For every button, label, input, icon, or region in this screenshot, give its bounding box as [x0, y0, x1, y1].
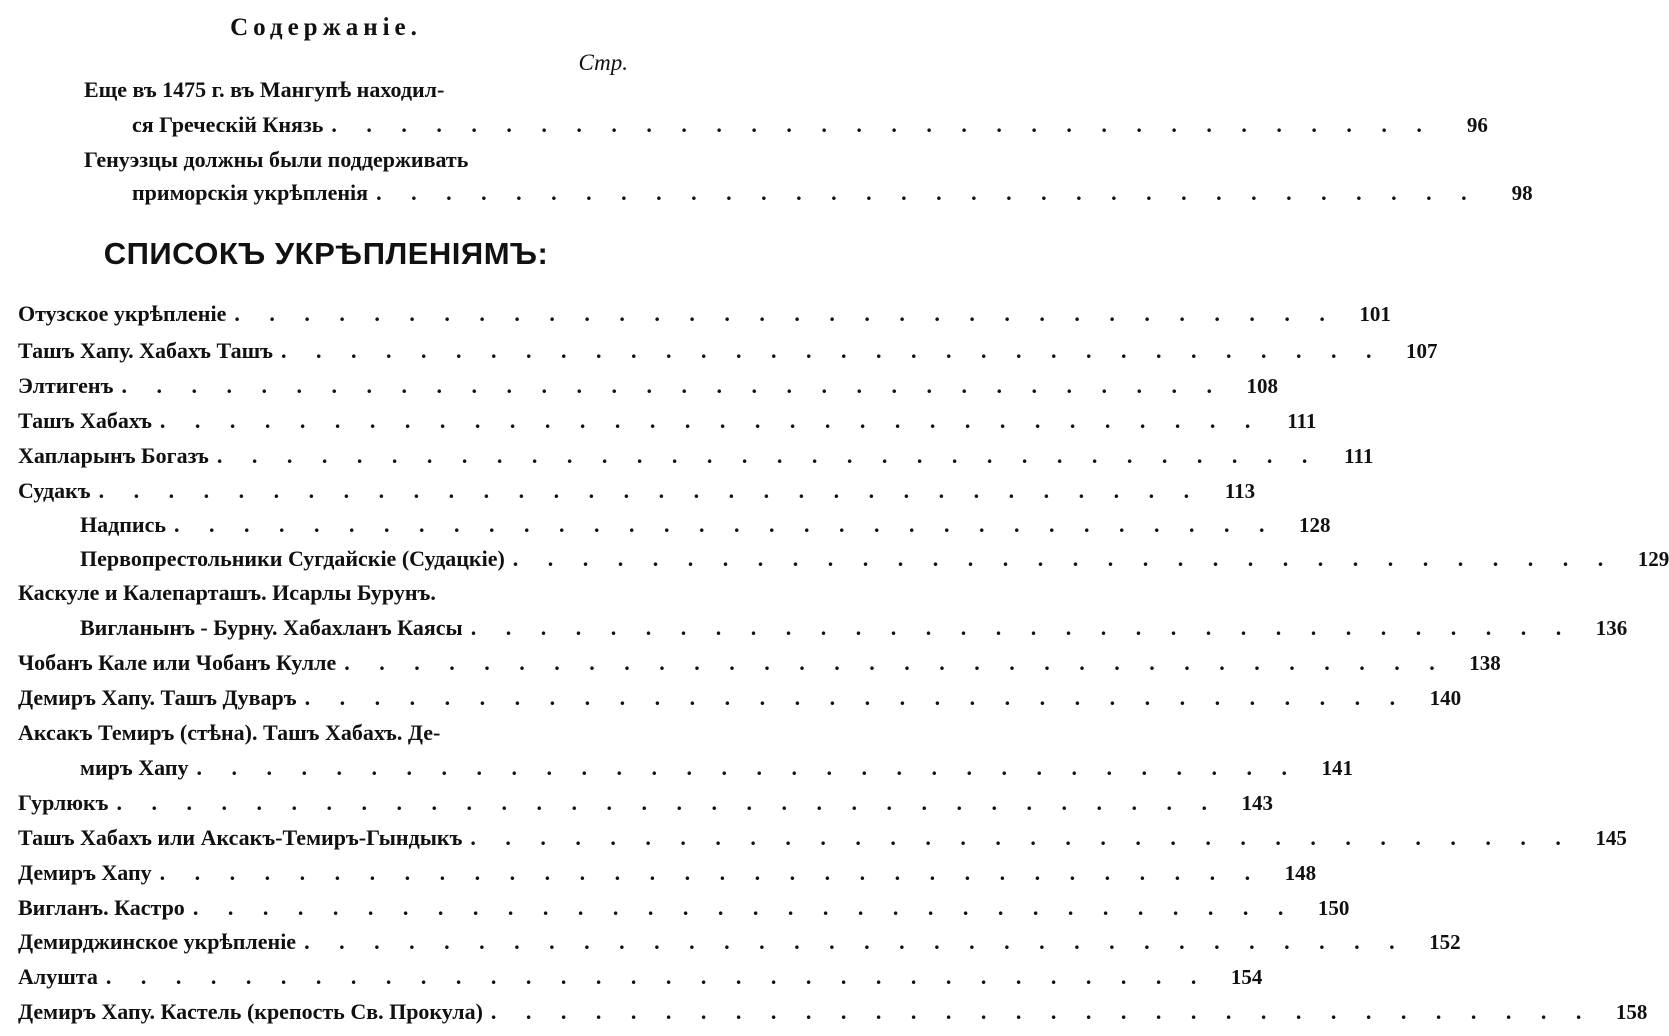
entry-title: Демиръ Хапу. Кастель (крепость Св. Прокула) [18, 999, 483, 1024]
list-entry [18, 924, 1461, 960]
list-entry [18, 333, 1438, 369]
entry-title: Демиръ Хапу [18, 860, 152, 885]
leader-dots: . . . . . . . . . . . . . . . . . . . . . . . . . . . . . . . . [159, 408, 1263, 433]
entry-page-number: 111 [1287, 409, 1317, 433]
list-entry [18, 715, 628, 751]
entry-title: Элтигенъ [18, 373, 114, 398]
entry-page-number: 148 [1284, 861, 1317, 885]
entry-page-number: 141 [1321, 756, 1353, 780]
list-entry [18, 855, 1317, 891]
leader-dots: . . . . . . . . . . . . . . . . . . . . . . . . . . . . . . . . [159, 860, 1263, 885]
leader-dots: . . . . . . . . . . . . . . . . . . . . . . . . . . . . . . . . [105, 964, 1209, 989]
entry-page-number: 111 [1344, 444, 1374, 468]
list-entry [18, 438, 1374, 474]
intro-entry [132, 175, 1533, 211]
entry-title: Еще въ 1475 г. въ Мангупѣ находил- [84, 77, 445, 102]
leader-dots: . . . . . . . . . . . . . . . . . . . . . . . . . . . . . . . . [174, 512, 1277, 537]
leader-dots: . . . . . . . . . . . . . . . . . . . . . . . . . . . . . . . . [121, 373, 1224, 398]
entry-page-number: 136 [1595, 616, 1628, 640]
entry-page-number: 138 [1469, 651, 1501, 675]
entry-title: Алушта [18, 964, 98, 989]
entry-page-number: 98 [1511, 181, 1533, 205]
page-column-label: Стр. [578, 50, 628, 75]
entry-title: миръ Хапу [80, 755, 189, 780]
leader-dots: . . . . . . . . . . . . . . . . . . . . . . . . . . . . . . . . [216, 443, 1320, 468]
entry-title: ся Греческій Князь [132, 112, 324, 137]
entry-page-number: 129 [1637, 547, 1669, 571]
leader-dots: . . . . . . . . . . . . . . . . . . . . . . . . . . . . . . . . [470, 615, 1574, 640]
entry-page-number: 143 [1241, 791, 1274, 815]
leader-dots: . . . . . . . . . . . . . . . . . . . . . . . . . . . . . . . . [376, 180, 1479, 205]
entry-title: Судакъ [18, 478, 91, 503]
list-entry [18, 994, 1648, 1030]
list-entry [18, 403, 1317, 439]
entry-title: Демирджинское укрѣпленіе [18, 929, 297, 954]
entry-title: Вигланъ. Кастро [18, 895, 185, 920]
list-entry [18, 645, 1501, 681]
list-entry [80, 541, 1669, 577]
leader-dots: . . . . . . . . . . . . . . . . . . . . . . . . . . . . . . . . [344, 650, 1447, 675]
entry-title: Ташъ Хабахъ или Аксакъ-Темиръ-Гындыкъ [18, 825, 463, 850]
list-entry [18, 959, 1263, 995]
intro-entry [84, 142, 628, 178]
entry-title: Чобанъ Кале или Чобанъ Кулле [18, 650, 337, 675]
entry-title: Демиръ Хапу. Ташъ Дуваръ [18, 685, 297, 710]
leader-dots: . . . . . . . . . . . . . . . . . . . . . . . . . . . . . . . . [304, 685, 1408, 710]
entry-title: Ташъ Хапу. Хабахъ Ташъ [18, 338, 273, 363]
entry-title: Ташъ Хабахъ [18, 408, 152, 433]
intro-entry [132, 107, 1488, 143]
entry-title: Гурлюкъ [18, 790, 109, 815]
entry-page-number: 150 [1317, 896, 1350, 920]
intro-entry [84, 72, 628, 108]
entry-page-number: 128 [1299, 513, 1331, 537]
leader-dots: . . . . . . . . . . . . . . . . . . . . . . . . . . . . . . . . [304, 929, 1407, 954]
list-entry [18, 890, 1350, 926]
entry-page-number: 107 [1406, 339, 1438, 363]
entry-title: Хапларынъ Богазъ [18, 443, 209, 468]
list-entry [80, 507, 1331, 543]
entry-page-number: 152 [1429, 930, 1461, 954]
leader-dots: . . . . . . . . . . . . . . . . . . . . . . . . . . . . . . . . [512, 546, 1616, 571]
list-entry [18, 820, 1627, 856]
entry-title: Первопрестольники Сугдайскіе (Судацкіе) [80, 546, 505, 571]
list-entry [18, 368, 1278, 404]
entry-title: Надпись [80, 512, 166, 537]
contents-heading: Содержаніе. [230, 14, 422, 41]
entry-title: Каскуле и Калепарташъ. Исарлы Бурунъ. [18, 580, 436, 605]
entry-title: Аксакъ Темиръ (стѣна). Ташъ Хабахъ. Де- [18, 720, 441, 745]
entry-title: приморскія укрѣпленія [132, 180, 369, 205]
entry-page-number: 140 [1429, 686, 1462, 710]
list-entry [80, 610, 1628, 646]
entry-title: Генуэзцы должны были поддерживать [84, 147, 469, 172]
list-entry [18, 575, 628, 611]
leader-dots: . . . . . . . . . . . . . . . . . . . . . . . . . . . . . . . . [116, 790, 1220, 815]
leader-dots: . . . . . . . . . . . . . . . . . . . . . . . . . . . . . . . . [98, 478, 1202, 503]
entry-title: Отузское укрѣпленіе [18, 301, 227, 326]
entry-page-number: 154 [1230, 965, 1263, 989]
leader-dots: . . . . . . . . . . . . . . . . . . . . . . . . . . . . . . . . [196, 755, 1299, 780]
entry-page-number: 145 [1595, 826, 1627, 850]
entry-page-number: 108 [1246, 374, 1278, 398]
entry-title: Вигланынъ - Бурну. Хабахланъ Каясы [80, 615, 463, 640]
leader-dots: . . . . . . . . . . . . . . . . . . . . . . . . . . . . . . . . [331, 112, 1434, 137]
leader-dots: . . . . . . . . . . . . . . . . . . . . . . . . . . . . . . . . [234, 301, 1337, 326]
leader-dots: . . . . . . . . . . . . . . . . . . . . . . . . . . . . . . . . [281, 338, 1384, 363]
section-title: СПИСОКЪ УКРѢПЛЕНІЯМЪ: [103, 236, 549, 271]
leader-dots: . . . . . . . . . . . . . . . . . . . . . . . . . . . . . . . . [192, 895, 1296, 920]
list-entry [80, 750, 1353, 786]
list-entry [18, 296, 1391, 332]
list-entry [18, 680, 1462, 716]
leader-dots: . . . . . . . . . . . . . . . . . . . . . . . . . . . . . . . . [470, 825, 1573, 850]
list-entry [18, 473, 1256, 509]
entry-page-number: 113 [1224, 479, 1256, 503]
leader-dots: . . . . . . . . . . . . . . . . . . . . . . . . . . . . . . . . [490, 999, 1594, 1024]
entry-page-number: 96 [1466, 113, 1488, 137]
entry-page-number: 158 [1615, 1000, 1648, 1024]
entry-page-number: 101 [1359, 302, 1391, 326]
list-entry [18, 785, 1274, 821]
